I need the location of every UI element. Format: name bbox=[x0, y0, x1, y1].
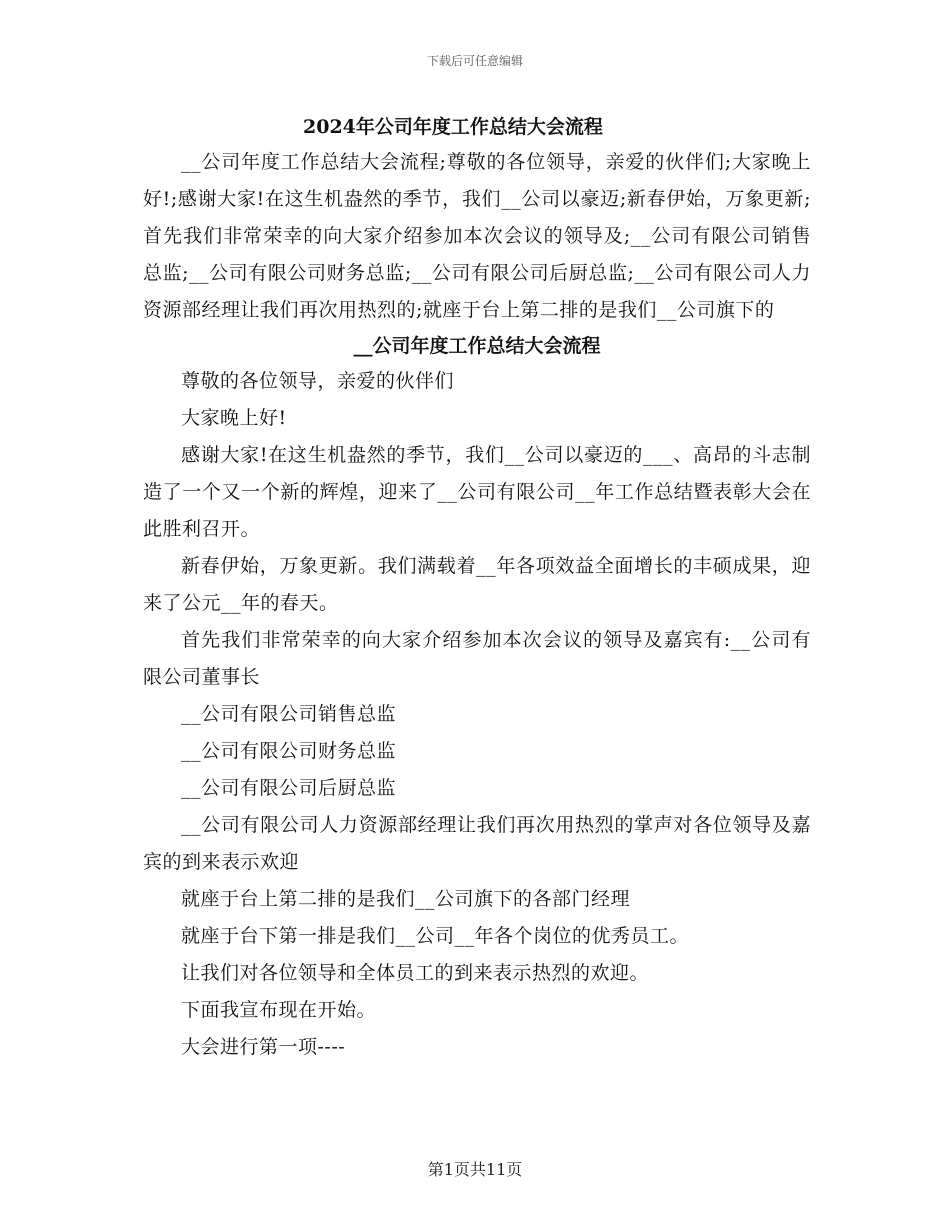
document-title: 2024年公司年度工作总结大会流程 bbox=[303, 116, 603, 138]
paragraph: __公司有限公司后厨总监 bbox=[181, 777, 397, 799]
paragraph: __公司有限公司销售总监 bbox=[181, 703, 397, 725]
section-title: __公司年度工作总结大会流程 bbox=[353, 335, 601, 357]
paragraph: 首先我们非常荣幸的向大家介绍参加本次会议的领导及嘉宾有:__公司有限公司董事长 bbox=[143, 629, 811, 688]
paragraph: __公司有限公司人力资源部经理让我们再次用热烈的掌声对各位领导及嘉宾的到来表示欢迎 bbox=[143, 814, 811, 873]
paragraph: 大家晚上好! bbox=[181, 407, 287, 429]
paragraph: 尊敬的各位领导，亲爱的伙伴们 bbox=[181, 370, 455, 392]
paragraph: 感谢大家!在这生机盎然的季节，我们__公司以豪迈的___、高昂的斗志制造了一个又一个新的辉煌，迎来了__公司有限公司__年工作总结暨表彰大会在此胜利召开。 bbox=[143, 444, 811, 540]
intro-paragraph: __公司年度工作总结大会流程;尊敬的各位领导，亲爱的伙伴们;大家晚上好!;感谢大家!在这生机盎然的季节，我们__公司以豪迈;新春伊始，万象更新;首先我们非常荣幸的向大家介绍参加本次会议的领导及;__公司有限公司销售总监;__公司有限公司财务总监;__公司有限公司后厨总监;__公司有限公司人力资源部经理让我们再次用热烈的;就座于台上第二排的是我们__公司旗下的 bbox=[143, 151, 811, 321]
paragraph: 就座于台下第一排是我们__公司__年各个岗位的优秀员工。 bbox=[181, 925, 690, 947]
paragraph: 让我们对各位领导和全体员工的到来表示热烈的欢迎。 bbox=[181, 962, 650, 984]
paragraph: 新春伊始，万象更新。我们满载着__年各项效益全面增长的丰硕成果，迎来了公元__年的春天。 bbox=[143, 555, 811, 614]
paragraph: 大会进行第一项---- bbox=[181, 1036, 346, 1058]
paragraph: __公司有限公司财务总监 bbox=[181, 740, 397, 762]
page-header: 下载后可任意编辑 bbox=[426, 54, 523, 68]
paragraph: 就座于台上第二排的是我们__公司旗下的各部门经理 bbox=[181, 888, 631, 910]
paragraph: 下面我宣布现在开始。 bbox=[181, 999, 377, 1021]
page-number: 第1页共11页 bbox=[427, 1160, 523, 1179]
document-body bbox=[143, 110, 811, 1066]
